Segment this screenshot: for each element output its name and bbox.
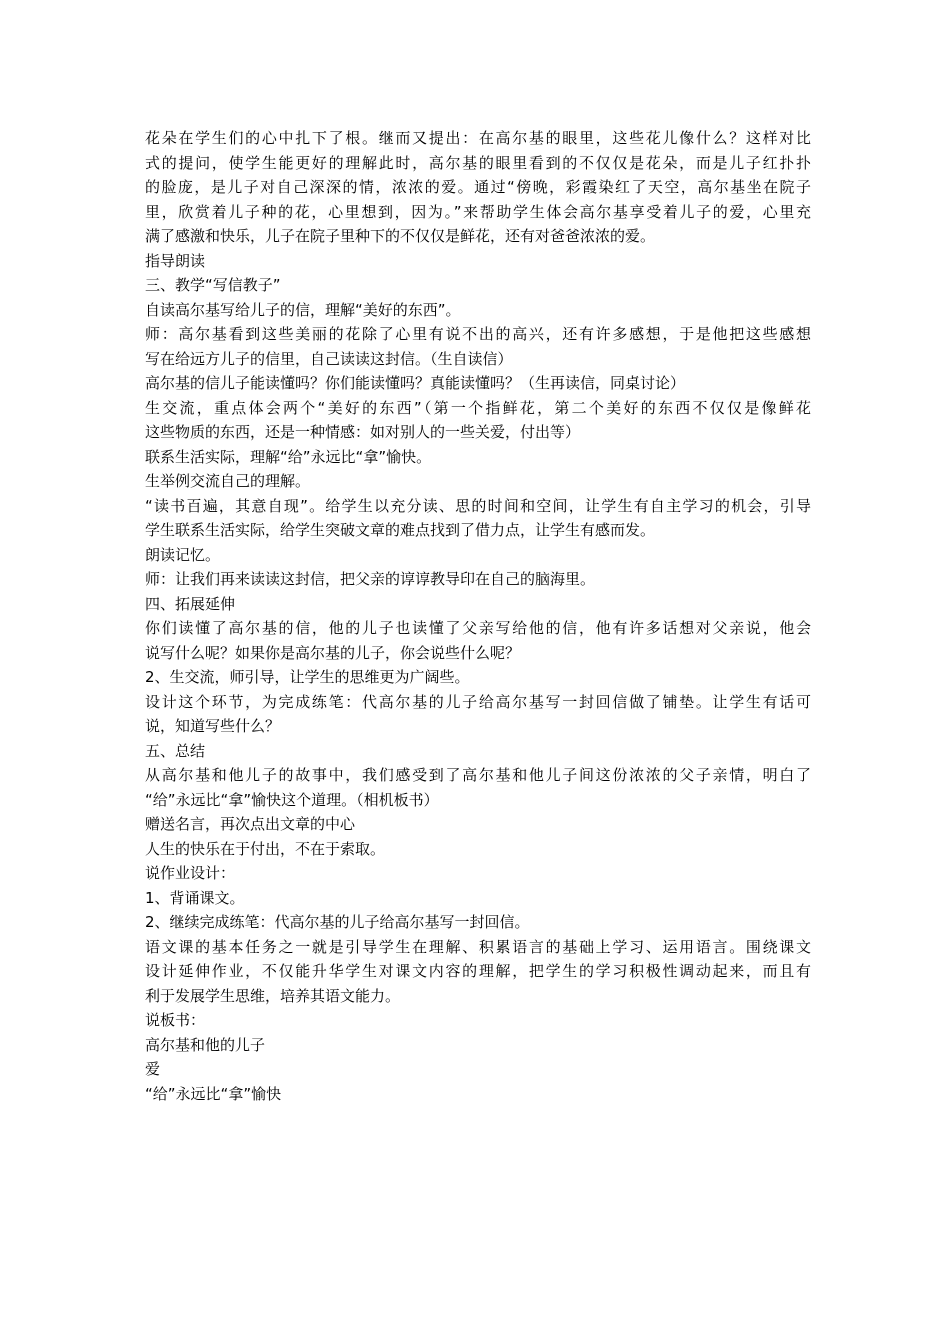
paragraph-line: 自读高尔基写给儿子的信，理解“美好的东西”。 — [145, 300, 461, 319]
list-item: 2、继续完成练笔：代高尔基的儿子给高尔基写一封回信。 — [145, 913, 530, 931]
paragraph-line: 人生的快乐在于付出，不在于索取。 — [145, 839, 386, 858]
paragraph-line: 赠送名言，再次点出文章的中心 — [145, 815, 356, 833]
paragraph-line: 这些物质的东西，还是一种情感：如对别人的一些关爱，付出等） — [145, 423, 581, 441]
board-line: 爱 — [145, 1060, 161, 1078]
section-heading: 四、拓展延伸 — [145, 594, 236, 613]
paragraph-line: 说写什么呢？如果你是高尔基的儿子，你会说些什么呢？ — [145, 643, 521, 662]
paragraph-line: 语文课的基本任务之一就是引导学生在理解、积累语言的基础上学习、运用语言。围绕课文 — [145, 937, 811, 956]
paragraph-line: 设计这个环节，为完成练笔：代高尔基的儿子给高尔基写一封回信做了铺垫。让学生有话可 — [145, 692, 811, 711]
paragraph-line: 生举例交流自己的理解。 — [145, 472, 311, 490]
paragraph-line: “读书百遍，其意自现”。给学生以充分读、思的时间和空间，让学生有自主学习的机会，引导 — [145, 496, 811, 515]
paragraph-line: 从高尔基和他儿子的故事中，我们感受到了高尔基和他儿子间这份浓浓的父子亲情，明白了 — [145, 766, 811, 784]
paragraph-line: 朗读记忆。 — [145, 545, 221, 564]
section-heading: 说板书： — [145, 1011, 206, 1029]
paragraph-line: 学生联系生活实际，给学生突破文章的难点找到了借力点，让学生有感而发。 — [145, 521, 656, 539]
board-line: 高尔基和他的儿子 — [145, 1035, 266, 1054]
section-heading: 五、总结 — [145, 741, 206, 760]
paragraph-line: 说，知道写些什么？ — [145, 717, 281, 735]
section-heading: 三、教学“写信教子” — [145, 276, 281, 294]
document-body — [145, 126, 811, 1106]
paragraph-line: 里，欣赏着儿子种的花，心里想到，因为。”来帮助学生体会高尔基享受着儿子的爱，心里充 — [145, 202, 811, 221]
paragraph-line: 联系生活实际，理解“给”永远比“拿”愉快。 — [145, 447, 432, 466]
paragraph-line: 利于发展学生思维，培养其语文能力。 — [145, 986, 401, 1005]
paragraph-line: 满了感激和快乐，儿子在院子里种下的不仅仅是鲜花，还有对爸爸浓浓的爱。 — [145, 227, 656, 245]
paragraph-line: 师：高尔基看到这些美丽的花除了心里有说不出的高兴，还有许多感想，于是他把这些感想 — [145, 325, 811, 343]
paragraph-line: 你们读懂了高尔基的信，他的儿子也读懂了父亲写给他的信，他有许多话想对父亲说，他会 — [145, 619, 811, 637]
list-item: 1、背诵课文。 — [145, 888, 245, 907]
paragraph-line: 师：让我们再来读读这封信，把父亲的谆谆教导印在自己的脑海里。 — [145, 570, 596, 588]
paragraph-line: 设计延伸作业，不仅能升华学生对课文内容的理解，把学生的学习积极性调动起来，而且有 — [145, 962, 811, 980]
paragraph-line: 的脸庞，是儿子对自己深深的情，浓浓的爱。通过“傍晚，彩霞染红了天空，高尔基坐在院子 — [145, 178, 811, 196]
paragraph-line: “给”永远比“拿”愉快这个道理。（相机板书） — [145, 790, 439, 809]
paragraph-line: 花朵在学生们的心中扎下了根。继而又提出：在高尔基的眼里，这些花儿像什么？这样对比 — [145, 129, 811, 147]
board-line: “给”永远比“拿”愉快 — [145, 1084, 282, 1103]
section-heading: 说作业设计： — [145, 864, 236, 882]
paragraph-line: 写在给远方儿子的信里，自己读读这封信。（生自读信） — [145, 349, 513, 368]
section-heading: 指导朗读 — [145, 251, 206, 270]
paragraph-line: 高尔基的信儿子能读懂吗？你们能读懂吗？真能读懂吗？（生再读信，同桌讨论） — [145, 374, 686, 392]
paragraph-line: 式的提问，使学生能更好的理解此时，高尔基的眼里看到的不仅仅是花朵，而是儿子红扑扑 — [145, 153, 811, 172]
paragraph-line: 2、生交流，师引导，让学生的思维更为广阔些。 — [145, 668, 470, 686]
paragraph-line: 生交流，重点体会两个“美好的东西”（第一个指鲜花，第二个美好的东西不仅仅是像鲜花 — [145, 398, 811, 417]
